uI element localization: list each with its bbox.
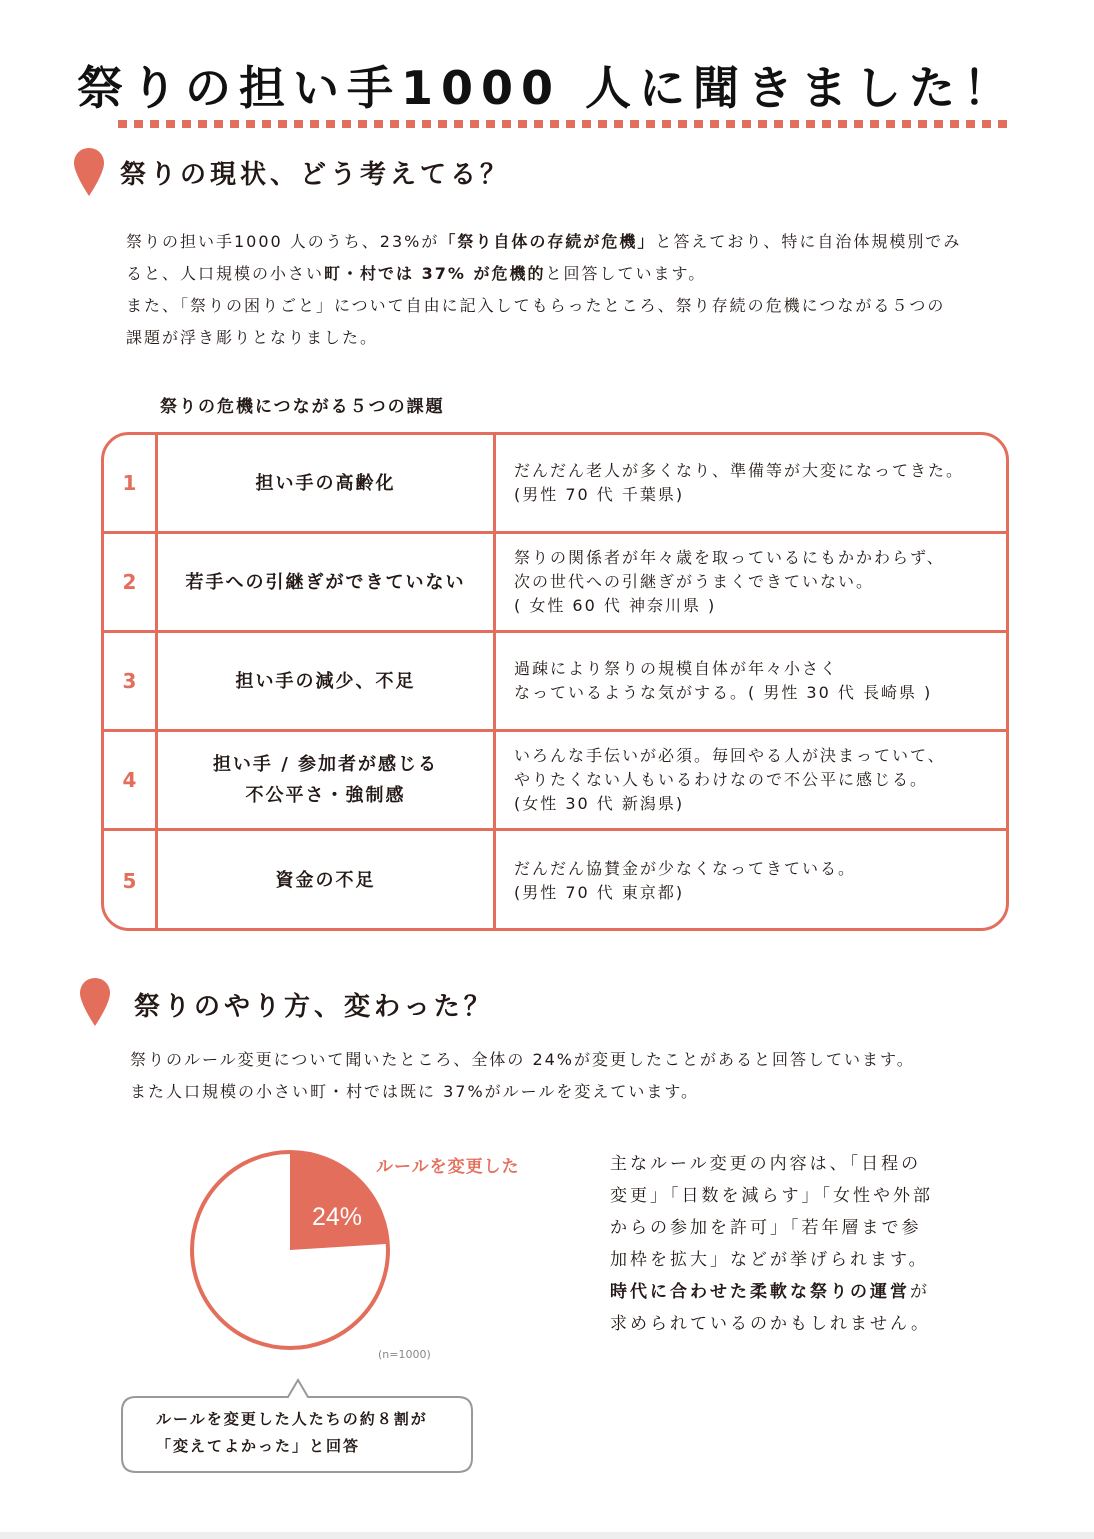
issue-voice: 祭りの関係者が年々歳を取っているにもかかわらず、 次の世代への引継ぎがうまくできていない。 ( 女性 60 代 神奈川県 ) <box>514 548 945 615</box>
bottom-rule <box>0 1532 1094 1539</box>
issue-voice: いろんな手伝いが必須。毎回やる人が決まっていて、 やりたくない人もいるわけなので不公平に感じる。 (女性 30 代 新潟県) <box>514 746 946 813</box>
paragraph-line: 課題が浮き彫りとなりました。 <box>126 328 379 347</box>
issue-voice: 過疎により祭りの規模自体が年々小さく なっているような気がする。( 男性 30 代 長崎県 ) <box>514 659 933 702</box>
map-pin-icon <box>72 146 106 198</box>
issues-caption: 祭りの危機につながる５つの課題 <box>160 397 445 417</box>
section-heading-changes: 祭りのやり方、変わった？ <box>134 992 494 1022</box>
sample-size-note: (n=1000) <box>378 1348 431 1361</box>
issue-row <box>104 732 1006 831</box>
section2-paragraph <box>130 1044 915 1108</box>
paragraph-line: 祭りの担い手1000 人のうち、23%が「祭り自体の存続が危機」と答えており、特に自治体規模別でみ <box>126 232 962 251</box>
paragraph-line: 祭りのルール変更について聞いたところ、全体の 24%が変更したことがあると回答しています。 <box>130 1050 915 1069</box>
pie-slice-changed <box>290 1152 388 1250</box>
issue-title: 資金の不足 <box>158 831 496 930</box>
section1-paragraph <box>126 226 961 354</box>
issue-voice: だんだん老人が多くなり、準備等が大変になってきた。 (男性 70 代 千葉県) <box>514 461 965 504</box>
issue-title: 若手への引継ぎができていない <box>158 534 496 630</box>
section-heading-current-state: 祭りの現状、どう考えてる？ <box>120 160 511 190</box>
pie-value-label: 24% <box>311 1203 363 1231</box>
summary-text: 主なルール変更の内容は、「日程の 変更」「日数を減らす」「女性や外部 からの参加を許可」「若年層まで参 加枠を拡大」などが挙げられます。 時代に合わせた柔軟な祭りの運営が 求められているのかもしれません。 <box>610 1154 933 1334</box>
pie-chart <box>190 1150 390 1350</box>
issue-row <box>104 435 1006 534</box>
issue-row <box>104 534 1006 633</box>
issue-number: 4 <box>104 732 158 828</box>
issue-title: 担い手の減少、不足 <box>158 633 496 729</box>
map-pin-icon <box>78 976 112 1028</box>
issue-row <box>104 633 1006 732</box>
issue-number: 2 <box>104 534 158 630</box>
issues-table <box>101 432 1009 931</box>
issue-row <box>104 831 1006 930</box>
paragraph-line: ると、人口規模の小さい町・村では 37% が危機的と回答しています。 <box>126 264 707 283</box>
issue-title: 担い手の高齢化 <box>158 435 496 531</box>
page-title: 祭りの担い手1000 人に聞きました！ <box>76 61 1018 115</box>
title-dotted-underline <box>118 120 1010 128</box>
paragraph-line: また人口規模の小さい町・村では既に 37%がルールを変えています。 <box>130 1082 700 1101</box>
pie-slice-label: ルールを変更した <box>376 1157 520 1177</box>
paragraph-line: また、「祭りの困りごと」について自由に記入してもらったところ、祭り存続の危機につながる５つの <box>126 296 946 315</box>
issue-number: 5 <box>104 831 158 930</box>
issue-voice: だんだん協賛金が少なくなってきている。 (男性 70 代 東京都) <box>514 858 857 902</box>
issue-number: 1 <box>104 435 158 531</box>
issue-number: 3 <box>104 633 158 729</box>
pie-chart-svg <box>190 1150 390 1350</box>
issue-title: 担い手 / 参加者が感じる 不公平さ・強制感 <box>158 732 496 828</box>
speech-bubble-text: ルールを変更した人たちの約８割が 「変えてよかった」と回答 <box>156 1410 428 1455</box>
